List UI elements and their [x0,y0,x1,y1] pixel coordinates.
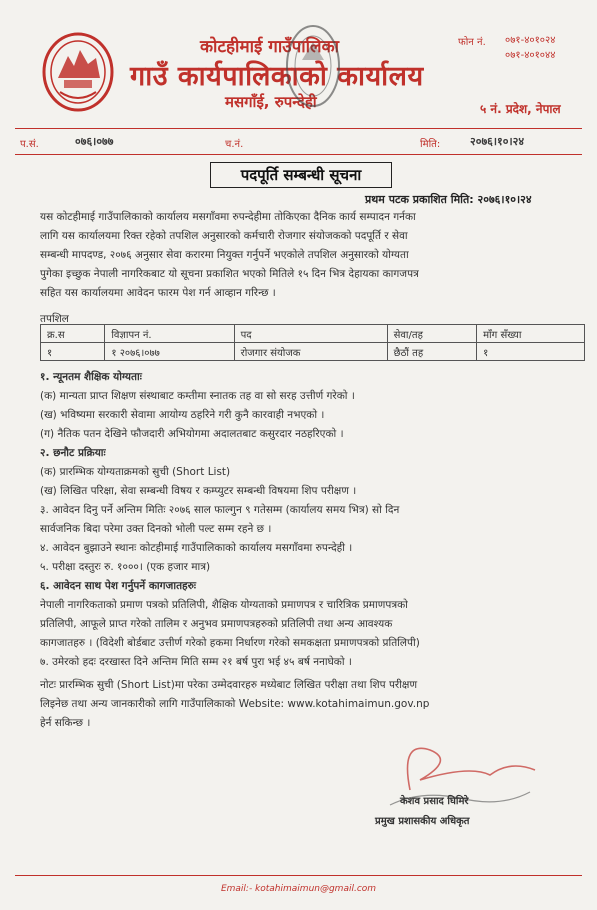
phone-label: फोन नं. [458,37,486,48]
selection-item: (ख) लिखित परिक्षा, सेवा सम्बन्धी विषय र कम्प्युटर सम्बन्धी विषयमा शिप परीक्षण । [40,485,357,497]
table-caption: तपशिल [40,313,69,325]
reference-divider [15,154,582,155]
table-cell: १ [477,343,585,361]
documents-line: नेपाली नागरिकताको प्रमाण पत्रको प्रतिलिपी, शैक्षिक योग्यताको प्रमाणपत्र र चारित्रिक प्रमाणपत्रको [40,599,408,611]
documents-line: प्रतिलिपी, आफूले प्राप्त गरेको तालिम र अनुभव प्रमाणपत्रहरुको प्रतिलिपी तथा अन्य आवश्यक [40,618,393,630]
phone-number-1: ०७१-४०१०२४ [505,35,556,46]
table-row [41,343,585,361]
chalani-label: च.नं. [225,139,244,150]
column-header: पद [234,325,387,343]
table-cell: छैठौं तह [387,343,476,361]
deadline-line: सार्वजनिक बिदा परेमा उक्त दिनको भोली पल्ट सम्म रहने छ । [40,523,272,535]
body-line: पुगेका इच्छुक नेपाली नागरिकबाट यो सूचना प्रकाशित भएको मितिले १५ दिन भित्र देहायका कागजपत्र [40,268,419,280]
body-line: यस कोटहीमाई गाउँपालिकाको कार्यालय मसगाँवमा रुपन्देहीमा तोकिएका दैनिक कार्य सम्पादन गर्नका [40,211,416,223]
column-header: सेवा/तह [387,325,476,343]
province-label: ५ नं. प्रदेश, नेपाल [480,102,561,116]
published-date: प्रथम पटक प्रकाशित मिति: २०७६।१०।२४ [365,193,532,206]
office-address: मसगाँई, रुपन्देही [225,93,317,111]
qualification-item: (ख) भविष्यमा सरकारी सेवामा आयोग्य ठहरिने गरी कुनै कारवाही नभएको । [40,409,325,421]
note-line: लिइनेछ तथा अन्य जानकारीको लागि गाउँपालिकाको Website: www.kotahimaimun.gov.np [40,698,430,710]
notice-title: पदपूर्ति सम्बन्धी सूचना [210,162,392,188]
table-cell: १ २०७६।०७७ [105,343,234,361]
phone-number-2: ०७१-४०१०४४ [505,50,556,61]
office-stamp-icon [282,20,344,112]
note-line: नोटः प्रारम्भिक सुची (Short List)मा परेका उम्मेदवारहरु मध्येबाट लिखित परीक्षा तथा शिप परीक्षण [40,679,418,691]
letterhead-divider [15,128,582,129]
table-cell: रोजगार संयोजक [234,343,387,361]
qualification-item: (क) मान्यता प्राप्त शिक्षण संस्थाबाट कम्तीमा स्नातक तह वा सो सरह उत्तीर्ण गरेको । [40,390,355,402]
letter-date: २०७६।१०।२४ [470,135,525,148]
deadline-line: ३. आवेदन दिनु पर्ने अन्तिम मितिः २०७६ साल फाल्गुन ९ गतेसम्म (कार्यालय समय भित्र) सो दिन [40,504,400,516]
patra-number: ०७६।०७७ [75,135,114,148]
office-name: गाउँ कार्यपालिकाको कार्यालय [130,61,424,92]
section-selection-title: २. छनौट प्रक्रियाः [40,447,106,459]
body-line: लागि यस कार्यालयमा रिक्त रहेको तपशिल अनुसारको कर्मचारी रोजगार संयोजकको पदपूर्ति र सेवा [40,230,408,242]
note-line: हेर्न सकिन्छ । [40,717,91,729]
qualification-item: (ग) नैतिक पतन देखिने फौजदारी अभियोगमा अदालतबाट कसुरदार नठहरिएको । [40,428,344,440]
date-label: मिति: [420,139,441,150]
signatory-post: प्रमुख प्रशासकीय अधिकृत [375,816,470,827]
body-line: सहित यस कार्यालयमा आवेदन फारम पेश गर्न आव्हान गरिन्छ । [40,287,276,299]
age-limit: ७. उमेरको हदः दरखास्त दिने अन्तिम मिति सम्म २१ बर्ष पुरा भई ४५ बर्ष ननाघेको । [40,656,352,668]
column-header: माँग सँख्या [477,325,585,343]
section-qualification-title: १. न्यूनतम शैक्षिक योग्यताः [40,371,142,383]
column-header: क्र.स [41,325,105,343]
notice-body [40,208,585,303]
documents-line: कागजातहरु । (विदेशी बोर्डबाट उत्तीर्ण गरेको हकमा निर्धारण गरेको समकक्षता प्रमाणपत्रको प्रतिलिपी) [40,637,420,649]
patra-label: प.सं. [20,139,39,150]
exam-fee: ५. परीक्षा दस्तुरः रु. १०००। (एक हजार मात्र) [40,561,211,573]
footer-email: Email:- kotahimaimun@gmail.com [220,884,377,894]
column-header: विज्ञापन नं. [105,325,234,343]
body-line: सम्बन्धी मापदण्ड, २०७६ अनुसार सेवा करारमा नियुक्त गर्नुपर्ने भएकोले तपशिल अनुसारको योग्यता [40,249,409,261]
submission-place: ४. आवेदन बुझाउने स्थानः कोटहीमाई गाउँपालिकाको कार्यालय मसगाँवमा रुपन्देही । [40,542,353,554]
table-header-row [41,325,585,343]
table-cell: १ [41,343,105,361]
signatory-name: केशव प्रसाद घिमिरे [400,796,469,807]
municipality-name: कोटहीमाई गाउँपालिका [200,37,340,57]
selection-item: (क) प्रारम्भिक योग्यताक्रमको सुची (Short List) [40,466,231,478]
section-documents-title: ६. आवेदन साथ पेश गर्नुपर्ने कागजातहरुः [40,580,197,592]
vacancy-table [40,324,585,361]
nepal-emblem-icon [40,30,116,114]
footer-divider [15,875,582,876]
